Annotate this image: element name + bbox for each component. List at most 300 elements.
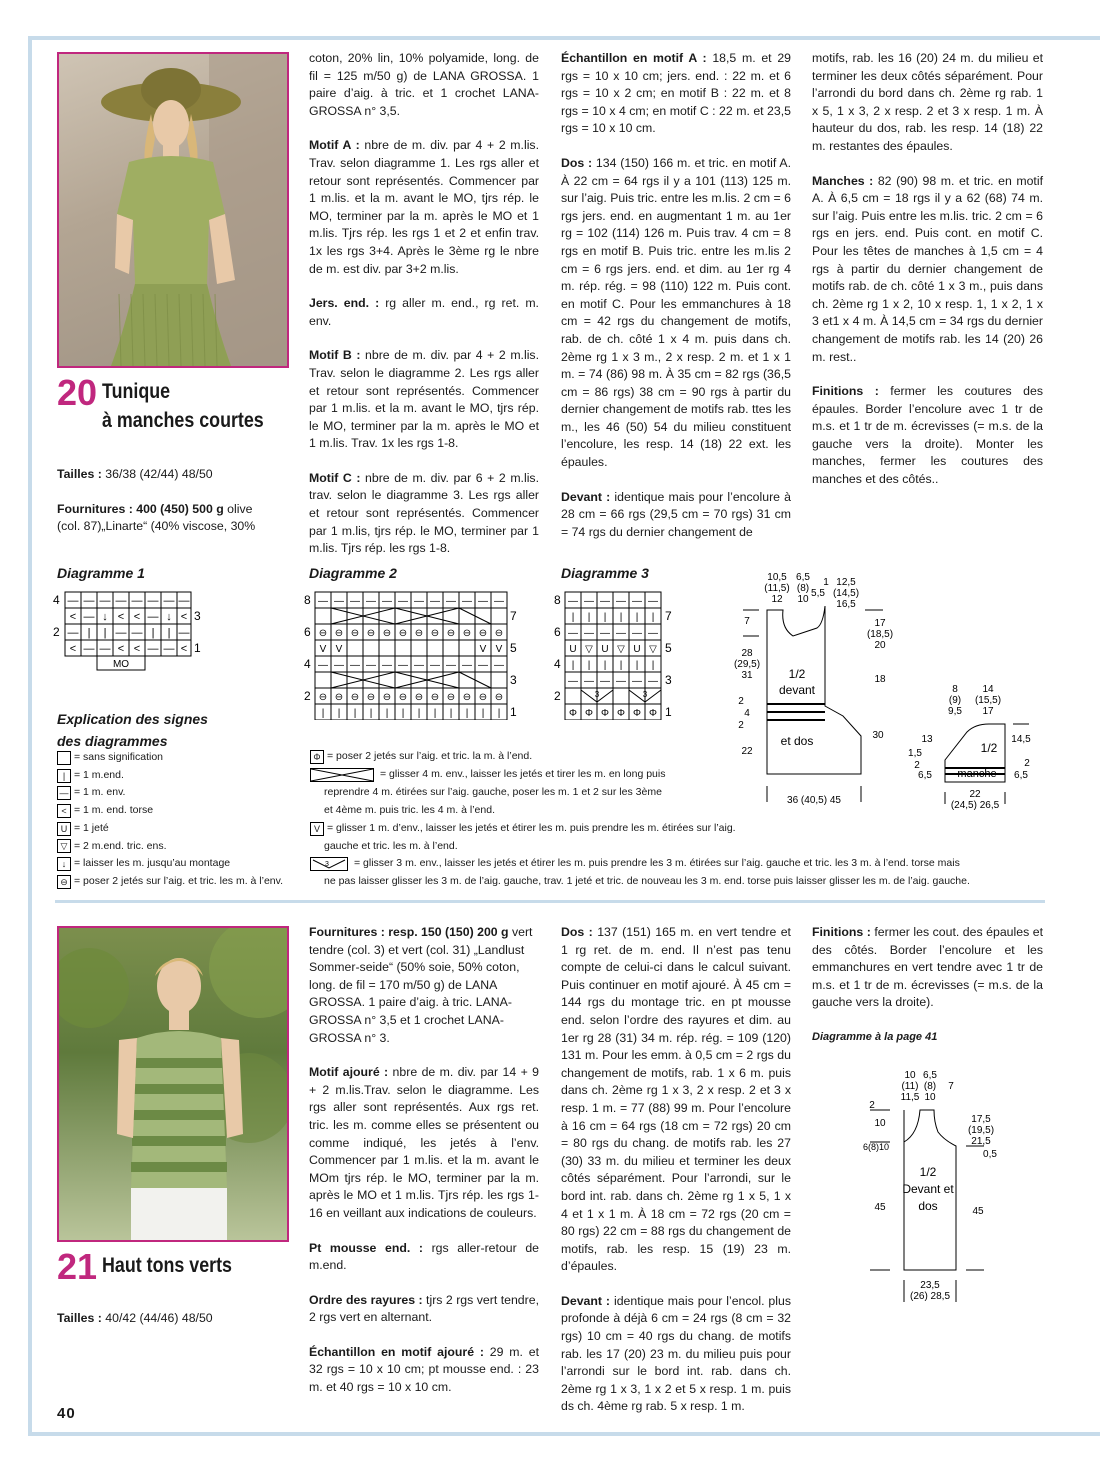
pattern-number-20: 20 [57,372,98,413]
legend-text: = 1 jeté [74,821,109,834]
d2-row-1: 1 [510,705,517,719]
supplies-value-2: (col. 87)„Linarte“ (40% viscose, 30% [57,519,256,534]
note-text: gauche et tric. les m. à l’end. [324,839,458,852]
model-photo-tunic [57,52,289,368]
svg-text:⊖: ⊖ [334,692,344,703]
svg-text:V: V [495,644,503,655]
svg-text:|: | [151,627,155,639]
body-dim-top-3: (11,5) [764,583,790,594]
svg-text:3: 3 [642,690,648,699]
svg-text:—: — [648,628,658,639]
svg-text:⊖: ⊖ [398,692,408,703]
svg-text:|: | [635,660,639,671]
pattern21-column-1 [57,1310,282,1345]
gauge-label: Échantillon en motif ajouré : [309,1344,484,1359]
body-dim-bottom: 36 (40,5) 45 [787,795,841,806]
note-symbol: V [310,822,324,836]
legend-title-line-2: des diagrammes [57,733,168,749]
supplies-text: vert tendre (col. 3) et vert (col. 31) „Landlust Sommer-seide“ (50% soie, 50% coton, long. de fil = 170 m/50 g) de LANA GROSSA. 1 paire d’aig. à tric. LANA-GROSSA n° 3,5 et 1 crochet LANA-GROSSA n° 3. [309,925,533,1045]
svg-text:⊖: ⊖ [318,692,328,703]
front-text: identique mais pour l’encol. plus profonde à déjà 6 cm = 24 rgs (8 cm = 32 rgs) 10 cm = 40 rgs du chang. de motifs rab. les 17 (20) 23 m. du milieu puis pour l’arrondi sur le bord int. rab. dans ch. 2ème rg 1 x 3, 1 x 2 et 5 x resp. 1 m. puis ds ch. 4ème rg rab. 5 x resp. 1 m. [561,1293,791,1414]
legend-title-line-1: Explication des signes [57,711,208,727]
sleeve-dim-top-14: 14 [982,684,994,695]
svg-text:|: | [619,660,623,671]
finishing-label: Finitions : [812,384,879,399]
legend-title [57,708,208,752]
body-dim-top-1: 10,5 [767,572,787,583]
svg-text:—: — [616,628,626,639]
legend-item [57,802,283,820]
svg-text:—: — [600,676,610,687]
svg-text:—: — [632,596,642,607]
svg-text:|: | [385,708,389,719]
t-dim-right-05: 0,5 [983,1149,997,1160]
diagram-3-title: Diagramme 3 [561,565,649,581]
note-item [310,838,990,856]
sleeve-dim-left-2: 2 [914,760,920,771]
svg-text:⊖: ⊖ [366,628,376,639]
svg-text:—: — [147,643,159,655]
legend-symbol [57,751,71,765]
svg-text:<: < [69,643,77,655]
t-dim-top-115: 11,5 [900,1092,920,1103]
svg-text:—: — [318,596,328,607]
legend-symbol: < [57,804,71,818]
gauge-text: 29 m. et 32 rgs = 10 x 10 cm; pt mousse end. : 23 m. et 40 rgs = 10 x 10 cm. [309,1344,540,1395]
t-dim-left-45: 45 [874,1202,886,1213]
svg-text:—: — [99,643,111,655]
t-dim-top-10b: 10 [924,1092,936,1103]
svg-text:|: | [635,612,639,623]
body-dim-top-6: 10 [797,594,809,605]
svg-text:—: — [131,627,143,639]
sleeve-dim-left-13: 13 [921,734,933,745]
pattern20-column-1 [57,466,282,536]
legend-item [57,838,283,856]
pattern20-column-3 [561,50,791,558]
svg-text:—: — [478,596,488,607]
stripes-label: Ordre des rayures : [309,1292,423,1307]
t-dim-left-2: 2 [869,1100,875,1111]
svg-text:—: — [67,627,79,639]
svg-text:|: | [587,660,591,671]
d1-mo-label: MO [112,659,130,670]
diagram-2-chart [303,590,523,720]
body-dim-left-2a: 2 [738,696,744,707]
svg-text:⊖: ⊖ [462,628,472,639]
legend-text: = laisser les m. jusqu’au montage [74,857,231,870]
cable-3-symbol [310,857,348,871]
cable-4-symbol [310,768,374,782]
note-symbol: Φ [310,750,324,764]
note-text: = glisser 1 m. d’env., laisser les jetés et étirer les m. puis prendre les m. étirées sur l’aig. [327,821,736,834]
legend-item [57,767,283,785]
legend-item [57,784,283,802]
legend-list [57,749,283,891]
sleeve-dim-left-15: 1,5 [908,748,922,759]
svg-text:—: — [414,660,424,671]
sizes-label: Tailles : [57,467,102,481]
sleeve-dim-top-95: 9,5 [948,706,962,717]
body-dim-left-22: 22 [741,746,753,757]
body-dim-left-7: 7 [744,616,750,627]
svg-text:—: — [178,627,190,639]
svg-text:⊖: ⊖ [334,628,344,639]
svg-text:⊖: ⊖ [494,692,504,703]
svg-text:—: — [83,595,95,607]
body-dim-right-30: 30 [872,730,884,741]
d2-row-4: 4 [304,657,311,671]
back-label: Dos : [561,155,593,170]
svg-text:⊖: ⊖ [414,628,424,639]
diagram-1-title: Diagramme 1 [57,565,145,581]
svg-text:—: — [414,596,424,607]
svg-text:|: | [651,660,655,671]
body-dim-left-2b: 2 [738,720,744,731]
svg-text:|: | [465,708,469,719]
svg-text:—: — [632,628,642,639]
svg-text:|: | [417,708,421,719]
svg-text:—: — [462,596,472,607]
svg-text:|: | [401,708,405,719]
svg-text:|: | [603,660,607,671]
d2-row-3: 3 [510,673,517,687]
sleeve-dim-top-155: (15,5) [974,695,1002,706]
svg-text:⊖: ⊖ [462,692,472,703]
body-dim-left-28: 28 [741,648,753,659]
svg-text:—: — [366,596,376,607]
d3-row-1: 1 [665,705,672,719]
svg-text:|: | [103,627,107,639]
svg-text:⊖: ⊖ [446,692,456,703]
svg-text:|: | [321,708,325,719]
svg-text:—: — [83,643,95,655]
t-dim-right-215: 21,5 [971,1136,991,1147]
svg-text:—: — [67,595,79,607]
supplies-label: Fournitures : 400 (450) 500 g [57,501,224,516]
motif-b-label: Motif B : [309,348,361,363]
svg-text:—: — [350,596,360,607]
t-dim-right-195: (19,5) [967,1125,995,1136]
note-text: et 4ème m. puis tric. les 4 m. à l’end. [324,803,495,816]
t-dim-right-45: 45 [972,1206,984,1217]
svg-text:<: < [180,611,188,623]
sleeve-dim-right-2: 2 [1024,758,1030,769]
body-dim-left-4: 4 [744,708,750,719]
body-dim-top-11: 16,5 [836,599,856,610]
back-label: Dos : [561,925,593,939]
svg-text:—: — [147,611,159,623]
sleeves-label: Manches : [812,173,874,188]
svg-text:<: < [133,611,141,623]
svg-text:|: | [481,708,485,719]
d2-row-6: 6 [304,625,311,639]
svg-text:▽: ▽ [585,644,593,655]
finishing-text: fermer les coutures des épaules. Border l’encolure avec 1 tr de m.s. et 1 tr de m. écrevisses (= m.s. de la gauche vers la droite). Monter les manches, fermer les coutures des manches et des côtés.. [812,384,1043,487]
note-text: = poser 2 jetés sur l’aig. et tric. la m. à l’end. [327,750,533,762]
svg-text:|: | [571,660,575,671]
sleeve-label-manche: manche [957,768,997,780]
svg-text:—: — [178,595,190,607]
svg-text:—: — [584,628,594,639]
t-dim-top-8: (8) [923,1081,937,1092]
svg-text:V: V [479,644,487,655]
legend-item [57,749,283,767]
t-dim-right-175: 17,5 [971,1114,991,1125]
svg-text:<: < [69,611,77,623]
t-dim-bottom-235: 23,5 [920,1280,940,1291]
body-dim-top-8: 1 [823,577,829,588]
svg-text:U: U [569,644,577,655]
svg-text:|: | [619,612,623,623]
svg-text:—: — [584,676,594,687]
note-item [310,873,990,891]
svg-text:—: — [494,660,504,671]
svg-text:—: — [600,596,610,607]
note-item [310,820,990,838]
front-label: Devant : [561,1293,611,1308]
legend-text: = 1 m. env. [74,786,126,799]
svg-text:Φ: Φ [601,708,609,719]
pattern-number-21: 21 [57,1246,98,1287]
t-dim-top-65: 6,5 [923,1070,937,1081]
svg-text:—: — [131,595,143,607]
top-illustration [59,928,287,1240]
legend-symbol: — [57,786,71,800]
svg-text:U: U [601,644,609,655]
paragraph-text: motifs, rab. les 16 (20) 24 m. du milieu et terminer les deux côtés séparément. Pour l’arrondi du bord dans ch. 2ème rg rab. 1 x 5, 1 x 3, 2 x resp. 2 et 3 x resp. 1 m. À hauteur du dos, rab. les resp. 14 (18) 22 m. restantes des épaules. [812,51,1043,153]
finishing-label: Finitions : [812,925,871,939]
body-dim-top-9: 12,5 [836,577,856,588]
legend-symbol: ↓ [57,857,71,871]
svg-text:—: — [115,595,127,607]
d3-row-2: 2 [554,689,561,703]
d3-row-4: 4 [554,657,561,671]
svg-text:⊖: ⊖ [350,692,360,703]
jersey-label: Jers. end. : [309,296,380,311]
legend-text: = 2 m.end. tric. ens. [74,839,167,852]
svg-text:—: — [398,596,408,607]
svg-text:—: — [382,596,392,607]
paragraph-text: coton, 20% lin, 10% polyamide, long. de fil = 125 m/50 g) de LANA GROSSA. 1 paire d’aig. à tric. et 1 crochet LANA-GROSSA n° 3,5. [309,51,539,118]
svg-text:—: — [318,660,328,671]
t-label-half: 1/2 [919,1165,937,1179]
jersey-text: rg aller m. end., rg ret. m. env. [309,296,539,328]
svg-text:—: — [83,611,95,623]
legend-symbol: | [57,769,71,783]
legend-item [57,873,283,891]
svg-text:Φ: Φ [633,708,641,719]
page-frame-top [28,36,1100,40]
diagram-2-title: Diagramme 2 [309,565,397,581]
legend-text: = 1 m.end. [74,768,124,781]
svg-text:|: | [587,612,591,623]
d1-row-2: 2 [53,625,60,639]
legend-item [57,820,283,838]
svg-text:—: — [648,676,658,687]
motif-c-label: Motif C : [309,470,361,485]
body-dim-top-2: 6,5 [796,572,810,583]
svg-text:—: — [163,595,175,607]
svg-text:|: | [353,708,357,719]
body-dim-right-185: (18,5) [866,629,894,640]
finishing-text: fermer les cout. des épaules et des côtés. Border l’encolure et les emmanchures en vert tendre avec 1 tr de m.s. et 1 tr de m. écrevisses (= m.s. de la gauche vers la droite). [812,925,1043,1010]
pattern21-column-3 [561,924,791,1433]
svg-text:Φ: Φ [585,708,593,719]
note-text: reprendre 4 m. étirées sur l’aig. gauche, poser les m. 1 et 2 sur les 3ème [324,785,662,798]
svg-text:Φ: Φ [569,708,577,719]
note-text: = glisser 3 m. env., laisser les jetés et étirer les m. puis prendre les 3 m. étirées sur l’aig. gauche et tric. les 3 m. à l’end. torse mais [354,857,960,870]
t-dim-left-10: 10 [874,1118,886,1129]
body-dim-top-7: 5,5 [811,588,825,599]
svg-text:—: — [568,596,578,607]
pattern20-column-2 [309,50,539,575]
legend-symbol: U [57,822,71,836]
d1-row-1: 1 [194,641,201,655]
d3-row-7: 7 [665,609,672,623]
note-item [310,855,990,873]
svg-text:—: — [494,596,504,607]
pattern21-column-2 [309,924,539,1414]
title-line-1: Tunique [102,380,171,403]
d3-row-3: 3 [665,673,672,687]
svg-text:—: — [147,595,159,607]
svg-text:—: — [616,676,626,687]
svg-text:—: — [632,676,642,687]
svg-text:—: — [398,660,408,671]
supplies-label: Fournitures : resp. 150 (150) 200 g [309,925,509,939]
sleeve-label-half: 1/2 [980,741,998,755]
sizes-value: 36/38 (42/44) 48/50 [101,467,213,481]
svg-text:▽: ▽ [617,644,625,655]
tunic-illustration [59,54,287,366]
svg-text:⊖: ⊖ [478,692,488,703]
svg-text:U: U [633,644,641,655]
svg-text:|: | [337,708,341,719]
svg-text:|: | [497,708,501,719]
svg-text:—: — [648,596,658,607]
svg-text:—: — [430,660,440,671]
schema-sleeve-20 [905,680,1040,812]
svg-text:⊖: ⊖ [478,628,488,639]
t-label-dos: dos [918,1199,938,1213]
t-dim-top-7: 7 [948,1081,954,1092]
svg-text:—: — [366,660,376,671]
d3-row-8: 8 [554,593,561,607]
svg-text:⊖: ⊖ [366,692,376,703]
d2-row-8: 8 [304,593,311,607]
svg-text:|: | [449,708,453,719]
note-text: ne pas laisser glisser les 3 m. de l’aig. gauche, trav. 1 jeté et tric. de nouveau les 3 m. end. torse puis laisser glisser les m. de l’aig. gauche. [324,875,970,888]
svg-text:—: — [382,660,392,671]
body-dim-top-10: (14,5) [832,588,860,599]
t-dim-bottom-rest: (26) 28,5 [909,1291,951,1302]
svg-text:—: — [430,596,440,607]
svg-text:Φ: Φ [649,708,657,719]
note-text: = glisser 4 m. env., laisser les jetés et tirer les m. en long puis [380,767,666,780]
sleeves-text: 82 (90) 98 m. et tric. en motif A. À 6,5 cm = 18 rgs il y a 62 (68) 74 m. sur l’aig. Puis entre les m.lis. tric. 2 cm = 6 rgs en jers. end. Puis cont. en motif C. Pour les têtes de manches à 1,5 cm = 4 rgs à partir du dernier changement de motifs rab. de ch. côté 1 x 3 m., puis dans ch. 2ème rg 1 x 2, 10 x resp. 1, 1 x 2, 1 x 3 et1 x 4 m. À 14,5 cm = 34 rgs du dernier changement de motifs rab. les 14 (20) 26 m. rest.. [812,173,1043,364]
svg-text:—: — [568,628,578,639]
svg-text:|: | [651,612,655,623]
svg-text:<: < [133,643,141,655]
motif-a-text: nbre de m. div. par 4 + 2 m.lis. Trav. selon diagramme 1. Les rgs aller et retour sont représentés. Commencer par 1 m.lis. et la m. avant le MO, tjrs rép. le MO, terminer par la m. après le MO et 1 m.lis. Tjrs rép. les rgs 1 et 2 et enfin trav. 1x les rgs 3+4. Après le 3ème rg le nbre de m. est div. par 3+2 m.lis. [309,138,539,276]
pattern-title-21: Haut tons verts [102,1254,232,1277]
svg-text:—: — [616,596,626,607]
svg-text:—: — [115,627,127,639]
front-text: identique mais pour l’encolure à 28 cm = 66 rgs (29,5 cm = 70 rgs) 31 cm = 74 rgs du dernier changement de [561,489,792,539]
t-dim-top-10: 10 [904,1070,916,1081]
model-photo-top [57,926,289,1242]
svg-text:⊖: ⊖ [430,692,440,703]
svg-text:—: — [600,628,610,639]
motif-b-text: nbre de m. div. par 4 + 2 m.lis. Trav. selon le diagramme 2. Les rgs aller et retour sont représentés. Commencer par 1 m.lis. et la m. avant le MO, tjrs rép. le MO, terminer par la m. après le MO et 1 m.lis. Trav. 1x les rgs 1-8. [309,348,540,451]
svg-text:—: — [334,596,344,607]
svg-text:—: — [584,596,594,607]
sizes-label: Tailles : [57,1311,102,1325]
section-separator [55,900,1045,903]
body-label-half: 1/2 [788,667,806,681]
svg-text:Φ: Φ [617,708,625,719]
svg-text:⊖: ⊖ [430,628,440,639]
pattern-title-20 [102,377,264,435]
svg-text:⊖: ⊖ [414,692,424,703]
sleeve-dim-right-65: 6,5 [1014,770,1028,781]
d2-row-2: 2 [304,689,311,703]
svg-text:⊖: ⊖ [446,628,456,639]
motif-ajoure-text: nbre de m. div. par 14 + 9 + 2 m.lis.Trav. selon le diagramme. Les rgs aller sont représentés. Aux rgs ret. tric. les m. comme elles se présentent ou comme indiqué, les jetés à l’env. Commencer par 1 m.lis. et la m. avant le MOm tjrs rép. le MO, terminer par la m. après le MO et 1 m.lis. Tjrs rép. les rgs 1-16 en veillant aux indications de couleurs. [309,1065,539,1220]
svg-text:⊖: ⊖ [494,628,504,639]
svg-text:⊖: ⊖ [318,628,328,639]
svg-text:⊖: ⊖ [398,628,408,639]
legend-symbol: ⊖ [57,875,71,889]
svg-text:3: 3 [594,690,600,699]
svg-text:—: — [334,660,344,671]
svg-text:|: | [167,627,171,639]
svg-text:▽: ▽ [649,644,657,655]
motif-a-label: Motif A : [309,138,360,153]
svg-text:↓: ↓ [166,611,172,623]
svg-text:<: < [180,643,188,655]
gauge-label: Échantillon en motif A : [561,51,707,65]
sleeve-dim-bottom-22: 22 [969,789,981,800]
motif-c-text: nbre de m. div. par 6 + 2 m.lis. trav. selon le diagramme 3. Les rgs aller et retour sont représentés. Commencer par 1 m.lis, tjrs rép. le MO, terminer par 1 m.lis. Tjrs rép. les rgs 1-8. [309,470,540,556]
sleeve-dim-left-65: 6,5 [918,770,932,781]
d2-row-5: 5 [510,641,517,655]
sleeve-dim-top-9: (9) [948,695,962,706]
legend-symbol: ▽ [57,839,71,853]
svg-text:3: 3 [325,861,329,869]
svg-text:—: — [163,643,175,655]
svg-text:—: — [446,660,456,671]
d3-row-6: 6 [554,625,561,639]
title-line-2: à manches courtes [102,409,264,432]
legend-text: = sans signification [74,751,164,763]
svg-text:V: V [335,644,343,655]
svg-text:—: — [99,595,111,607]
garter-label: Pt mousse end. : [309,1240,423,1255]
sizes-value: 40/42 (44/46) 48/50 [101,1311,213,1325]
front-label: Devant : [561,489,611,504]
gauge-text: 18,5 m. et 29 rgs = 10 x 10 cm; jers. end. : 22 m. et 6 rgs = 10 x 2 cm; en motif B : 22 m. et 8 rgs = 10 x 4 cm; en motif C : 22 m. et 23,5 rgs = 10 x 10 cm. [561,51,791,136]
body-dim-right-20: 20 [874,640,886,651]
svg-text:|: | [433,708,437,719]
t-dim-left-6810: 6(8)10 [862,1142,890,1152]
sleeve-dim-top-8: 8 [952,684,958,695]
back-text: 134 (150) 166 m. et tric. en motif A. À 22 cm = 64 rgs il y a 101 (113) 125 m. sur l’aig. Puis tric. entre les m.lis. 2 cm = 6 rgs jers. end. en augmentant 1 m. au 1er rg = 102 (114) 126 m. Puis trav. 4 cm = 8 rgs en motif B. Puis tric. entre les m.lis 2 cm = 6 rgs jers. end. et dim. au 1er rg 4 m. rép. rég. = 98 (110) 122 m. Puis cont. en motif C. Pour les emmanchures à 18 cm = 42 rgs du changement de motifs, rab. de ch. côté 1 x 4 m. puis dans ch. 2ème rg 1 x 3 m., 2 x resp. 2 m. et 1 x 1 m. = 74 (86) 98 m. À 35 cm = 82 rgs (36,5 cm = 86 rgs) 38 cm = 90 rgs à partir du dernier changement de motifs rab. ttes les m., les 46 (50) 54 du milieu constituent l’encolure, les resp. 14 (18) 22 ext. les épaules. [561,155,791,470]
svg-text:<: < [117,643,125,655]
body-dim-left-295: (29,5) [733,659,761,670]
d1-row-3: 3 [194,609,201,623]
